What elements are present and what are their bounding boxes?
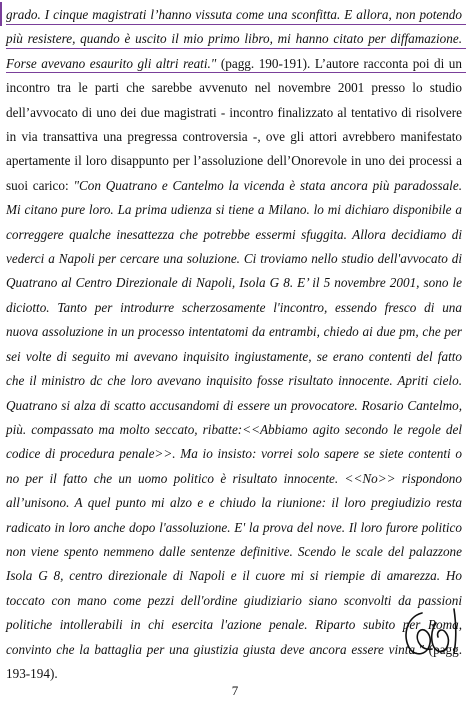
text-line bbox=[6, 442, 462, 466]
text-run: più resistere, quando è uscito il mio primo libro, mi hanno citato per diffamazione. bbox=[6, 31, 462, 47]
text-line bbox=[6, 296, 462, 320]
text-run: nuova assoluzione in un processo intentatomi da entrambi, chiedo ai due pm, che per bbox=[6, 324, 462, 340]
text-run: vederci a Napoli per cercare una soluzione. Ci troviamo nello studio dell'avvocato di bbox=[6, 251, 462, 267]
text-line bbox=[6, 394, 462, 418]
text-run: toccato con mano come pezzi dell'ordine giudiziario siano sconvolti da passioni bbox=[6, 592, 462, 608]
text-run: sei volte di seguito mi avevano inquisito ingiustamente, se erano contenti del fatto bbox=[6, 348, 462, 364]
text-run: radicato in loro anche dopo l'assoluzione. E' la prova del nove. Il loro furore politico bbox=[6, 519, 462, 535]
text-line bbox=[6, 125, 462, 149]
text-run: Quatrano si alza di scatto accusandomi di essere un provocatore. Rosario Cantelmo, bbox=[6, 397, 462, 413]
text-line bbox=[6, 101, 462, 125]
text-line bbox=[6, 198, 462, 222]
text-line bbox=[6, 174, 462, 198]
text-line bbox=[6, 76, 462, 100]
text-line bbox=[6, 540, 462, 564]
text-line bbox=[6, 223, 462, 247]
text-run: Isola G 8, centro direzionale di Napoli e il cuore mi si riempie di amarezza. Ho bbox=[6, 568, 462, 584]
text-run: 193-194). bbox=[6, 665, 58, 681]
text-run: in via transattiva una pregressa controversia -, ove gli attori avrebbero manifestato bbox=[6, 129, 462, 145]
text-run: convinto che la battaglia per una giustizia giusta deve ancora essere vinta." bbox=[6, 641, 424, 657]
text-line bbox=[6, 467, 462, 491]
text-line bbox=[6, 589, 462, 613]
text-run: (pagg. bbox=[423, 641, 462, 657]
text-run: "Con Quatrano e Cantelmo la vicenda è stata ancora più paradossale. bbox=[73, 177, 462, 193]
text-run: politiche intollerabili in chi esercita l'azione penale. Riparto subito per Roma, bbox=[6, 617, 462, 633]
text-run: non viene spento nemmeno dalle sentenze definitive. Scendo le scale del palazzone bbox=[6, 543, 462, 559]
text-line bbox=[6, 491, 462, 515]
text-line bbox=[6, 369, 462, 393]
text-run: incontro tra le parti che sarebbe avvenuto nel novembre 2001 presso lo studio bbox=[6, 80, 462, 96]
text-line bbox=[6, 345, 462, 369]
text-run: Forse avevano esaurito gli altri reati." bbox=[6, 55, 217, 71]
text-line bbox=[6, 3, 462, 27]
text-run: correggere qualche inesattezza che potrebbe essermi sfuggita. Allora decidiamo di bbox=[6, 226, 462, 242]
text-run: che il ministro dc che loro avevano inquisito fosse risultato innocente. Apriti cielo. bbox=[6, 373, 462, 389]
text-run: no per il fatto che un uomo politico è risultato innocente. <<No>> rispondono bbox=[6, 470, 462, 486]
text-run: Quatrano al Centro Direzionale di Napoli, Isola G 8. E’ il 5 novembre 2001, sono le bbox=[6, 275, 462, 291]
text-run: apertamente il loro disappunto per l’assoluzione dell’Onorevole in uno dei processi a bbox=[6, 153, 462, 169]
text-run: (pagg. 190-191). L’autore racconta poi di un bbox=[216, 55, 462, 71]
text-line bbox=[6, 271, 462, 295]
text-line bbox=[6, 564, 462, 588]
margin-mark bbox=[0, 2, 2, 26]
text-run: codice di procedura penale>>. Ma io insisto: vorrei solo sapere se siete contenti o bbox=[6, 446, 462, 462]
text-line bbox=[6, 613, 462, 637]
signature-icon bbox=[400, 603, 462, 661]
text-line bbox=[6, 638, 462, 662]
text-line bbox=[6, 516, 462, 540]
text-line bbox=[6, 149, 462, 173]
text-run: grado. I cinque magistrati l’hanno vissuta come una sconfitta. E allora, non potendo bbox=[6, 7, 462, 22]
text-run: dell’avvocato di uno dei due magistrati - incontro finalizzato al tentativo di risolvere bbox=[6, 104, 462, 120]
text-run: all’unisono. A quel punto mi alzo e e chiudo la riunione: il loro pregiudizio resta bbox=[6, 495, 462, 511]
page-number: 7 bbox=[231, 683, 239, 698]
text-run: Mi citano pure loro. La prima udienza si tiene a Milano. lo mi dichiaro disponibile a bbox=[6, 202, 462, 218]
text-run: diciotto. Tanto per introdurre scherzosamente l'incontro, essendo fresco di una bbox=[6, 299, 462, 315]
text-line bbox=[6, 27, 462, 51]
text-run: suoi carico: bbox=[6, 177, 74, 193]
text-line bbox=[6, 418, 462, 442]
text-line bbox=[6, 52, 462, 76]
text-line bbox=[6, 320, 462, 344]
text-line bbox=[6, 247, 462, 271]
body-text bbox=[6, 3, 462, 686]
text-run: più. compassato ma molto seccato, ribatte:<<Abbiamo agito secondo le regole del bbox=[6, 421, 462, 437]
